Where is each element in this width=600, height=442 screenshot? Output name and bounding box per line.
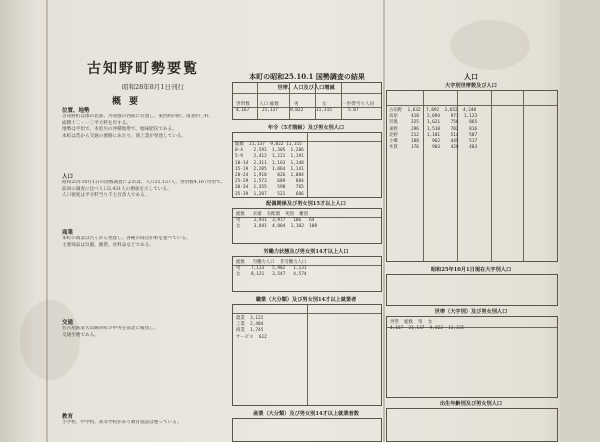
section-transport: 交通 [62,320,74,326]
t1-value-3: 9,822 [290,108,304,113]
paragraph-education: 小学校、中学校、高等学校があり教育施設は整っている。 [62,420,182,425]
table-occupation-caption: 職業（大分類）及び男女別14才以上就業者 [255,297,357,303]
table-gender-caption: 世帯（大字別）及び男女別人口 [434,309,508,315]
table-birth-caption: 出生年齢別及び男女別人口 [439,401,503,407]
t1-header-1: 世帯数 [236,102,250,107]
adjacent-page-edge [560,0,600,442]
table-age-caption: 年令（5才階級）及び男女別人口 [267,125,345,131]
paragraph-population: 昭和25年10月1日の国勢調査によれば、人口21,137人、世帯数4,167世帯で、 前回の調査に比べ人口2,431人の増加を示している。 人口密度は平方粁当り千七百余人である。 [62,180,226,199]
census-title: 本町の昭和25.10.1 国勢調査の結果 [249,72,365,81]
t1-header-4: 女 [322,102,327,107]
paragraph-location: 古知野町は郡の北部、丹羽郡の西部に位置し、東西約四粁、南北約三粁、 面積十二・一三平方粁を有する。 地勢は平坦で、木曽川の沖積地帯で、地味肥沃である。 本町は昔から交通の要路にあたり、商工業が発達している。 [62,114,214,139]
t1-value-2: 21,137 [262,108,278,113]
section-location: 位置、地勢 [62,108,90,114]
section-education: 教育 [62,414,74,420]
table-industry-caption: 産業（大分類）及び男女別14才以上就業者数 [253,411,359,417]
table-age-rows: 総数 21,137 9,822 11,315 0-4 2,591 1,305 1,286 5-9 2,412 1,221 1,191 10-14 2,311 1,163 1,148 15-19 2,205 1,064 1,141 20-24 1,910 826 1,084 25-29 1,573 689 884 30-34 1,355 590 765 35-39 1,207 521 686 [235,142,304,197]
table-labor-rows: 総数 労働力人口 非労働力人口 男 7,113 5,982 1,131 女 8,121 3,547 4,574 [236,260,307,278]
table-labor-caption: 労働力状態及び男女別14才以上人口 [263,249,349,255]
table-birth [386,408,558,442]
paragraph-commerce: 本町の商業は古くから発達し、各種の商店が軒を並べている。 主要商品は呉服、雑貨、食料品などである。 [62,236,191,248]
table-households-caption: 世帯、人口及び人口増減 [277,85,335,91]
section-population: 人口 [62,174,74,180]
fold-line [383,0,385,442]
section-commerce: 商業 [62,230,74,236]
table-occupation-rows: 農業 3,122 工業 2,484 商業 1,745 サービス 612 [236,316,267,340]
page-title: 古知野町勢要覧 [87,61,199,77]
table-gender-rows: 世帯 総数 男 女 4,167 21,137 9,822 11,315 [390,320,465,332]
fold-line [46,0,48,442]
table-marital-rows: 総数 未婚 有配偶 死別 離別 男 2,931 3,977 186 64 女 3,041 4,004 1,102 108 [236,212,318,230]
stain [450,20,530,70]
t1-value-1: 4,167 [236,108,250,113]
t1-header-2: 人口 総数 [259,102,279,107]
dateline: 昭和28年8月1日刊行 [121,83,185,91]
table-district-rows: 古知野 1,632 7,892 3,652 4,240 高屋 418 2,094 971 1,123 宮後 325 1,621 756 865 東野 296 1,518 702 816 北野 212 1,101 514 587 小郷 188 962 445 517 木賀 176 903 420 483 [389,108,478,151]
table-census-date-caption: 昭和25年10月1日現在大字別人口 [430,267,512,273]
table-marital-caption: 配偶関係及び男女別15才以上人口 [266,201,346,207]
table-industry [232,418,382,442]
t1-value-4: 11,315 [316,108,332,113]
overview-heading: 概要 [112,97,147,107]
table-district-caption: 大字別世帯数及び人口 [445,83,497,89]
t1-header-3: 男 [294,102,299,107]
population-banner: 人口 [464,72,478,81]
t1-header-5: 一世帯当り人員 [342,102,375,107]
t1-value-5: 5.07 [348,108,359,113]
paragraph-transport: 名古屋鉄道犬山線が町の中央を南北に縦貫し、 交通至便である。 [62,326,159,338]
table-census-date [386,274,558,306]
